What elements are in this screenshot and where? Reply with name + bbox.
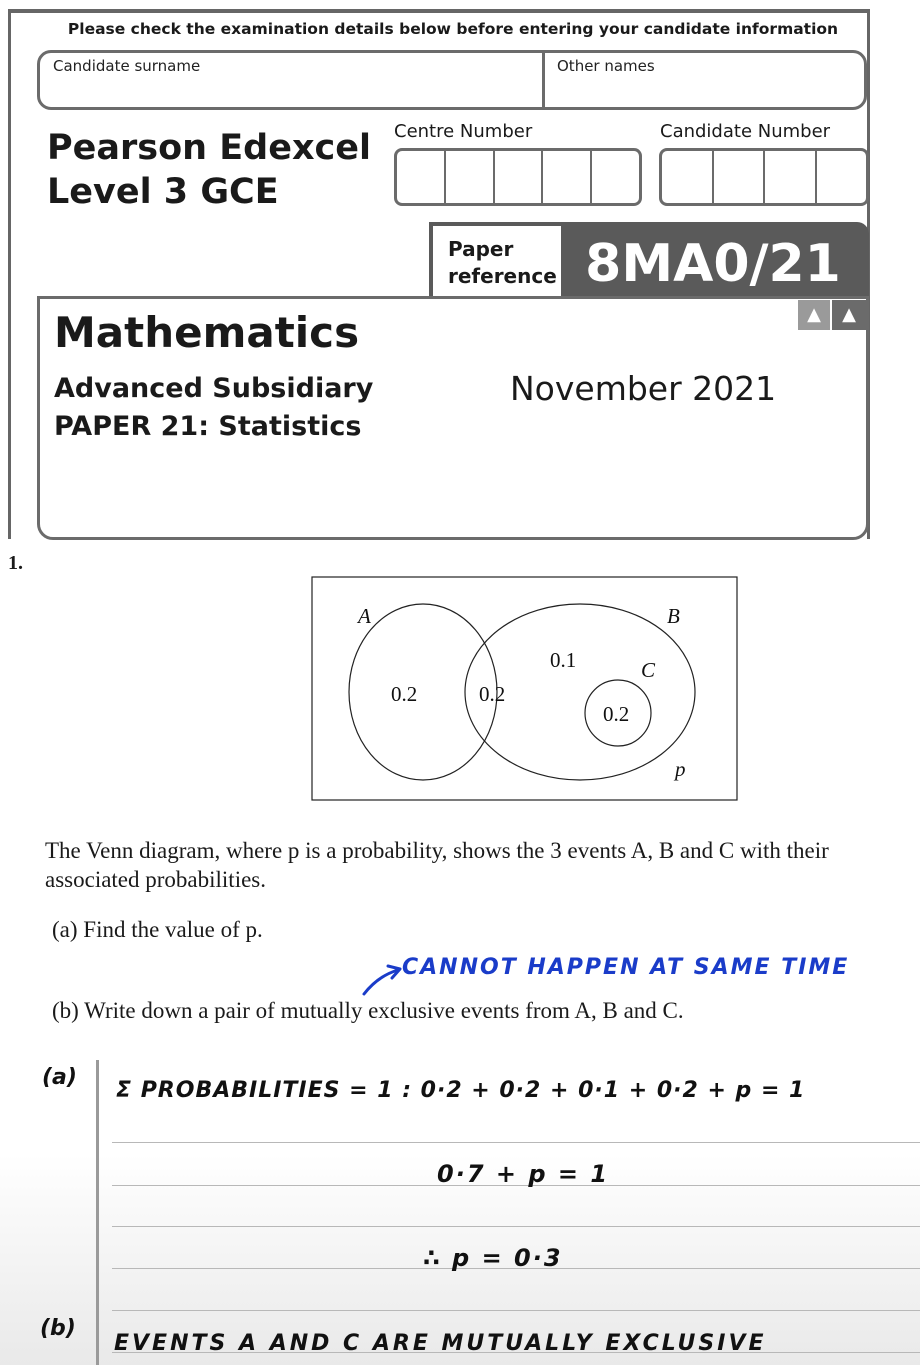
question-part-a: (a) Find the value of p. (52, 917, 263, 942)
venn-value-b-only: 0.1 (550, 648, 577, 672)
question-part-b: (b) Write down a pair of mutually exclusive events from A, B and C. (52, 998, 684, 1023)
digit-box[interactable] (662, 151, 714, 203)
venn-label-a: A (358, 604, 371, 628)
level-title: Advanced Subsidiary (54, 373, 374, 404)
candidate-surname-label: Candidate surname (53, 57, 201, 75)
exam-board-name: Pearson Edexcel (47, 128, 372, 168)
digit-box[interactable] (397, 151, 446, 203)
digit-box[interactable] (446, 151, 495, 203)
question-text (45, 836, 905, 894)
ruled-line (112, 1226, 920, 1227)
qualification-level: Level 3 GCE (47, 172, 279, 212)
exam-board (47, 126, 371, 214)
instruction-text: Please check the examination details below before entering your candidate information (67, 20, 839, 38)
answer-margin-line (96, 1060, 99, 1365)
paper-title: PAPER 21: Statistics (54, 411, 362, 442)
turn-over-marker (832, 300, 866, 330)
digit-box[interactable] (714, 151, 766, 203)
handwritten-annotation: CANNOT HAPPEN AT SAME TIME (402, 955, 850, 980)
triangle-icon: ▲ (807, 304, 821, 325)
exam-session: November 2021 (510, 369, 777, 408)
paper-reference-label-line1: Paper (448, 237, 514, 261)
paper-reference-code: 8MA0/21 (585, 234, 841, 294)
ruled-line (112, 1142, 920, 1143)
paper-reference-label-line2: reference (448, 264, 557, 288)
question-number: 1. (8, 552, 23, 574)
centre-number-label: Centre Number (394, 121, 533, 142)
question-text-line2: associated probabilities. (45, 867, 266, 892)
working-line-1: Σ PROBABILITIES = 1 : 0·2 + 0·2 + 0·1 + 0·2 + p = 1 (116, 1078, 806, 1103)
ruled-line (112, 1310, 920, 1311)
working-line-2: 0·7 + p = 1 (437, 1160, 610, 1188)
triangle-icon: ▲ (842, 304, 856, 325)
working-line-3: ∴ p = 0·3 (423, 1244, 563, 1272)
venn-value-a-and-b: 0.2 (479, 682, 506, 706)
centre-number-boxes[interactable] (394, 148, 642, 206)
venn-label-c: C (641, 658, 656, 682)
venn-value-outside: p (675, 757, 686, 781)
venn-value-a-only: 0.2 (391, 682, 418, 706)
venn-value-c: 0.2 (603, 702, 630, 726)
name-box-divider (542, 50, 545, 110)
candidate-number-label: Candidate Number (660, 121, 831, 142)
subject-title: Mathematics (54, 308, 360, 357)
header-left-border (8, 9, 11, 539)
header-top-border (8, 9, 870, 13)
digit-box[interactable] (817, 151, 867, 203)
answer-label-a: (a) (42, 1065, 77, 1090)
question-text-line1: The Venn diagram, where p is a probability, shows the 3 events A, B and C with their (45, 838, 829, 863)
working-line-4: EVENTS A AND C ARE MUTUALLY EXCLUSIVE (114, 1331, 767, 1356)
annotation-arrow-icon (360, 962, 404, 998)
paper-reference-label (448, 236, 557, 290)
candidate-number-boxes[interactable] (659, 148, 869, 206)
answer-label-b: (b) (40, 1316, 76, 1341)
digit-box[interactable] (495, 151, 544, 203)
venn-label-b: B (667, 604, 680, 628)
digit-box[interactable] (543, 151, 592, 203)
turn-over-marker (798, 300, 830, 330)
venn-diagram (311, 576, 739, 802)
venn-circle-a (349, 604, 497, 780)
other-names-label: Other names (557, 57, 655, 75)
digit-box[interactable] (765, 151, 817, 203)
digit-box[interactable] (592, 151, 639, 203)
